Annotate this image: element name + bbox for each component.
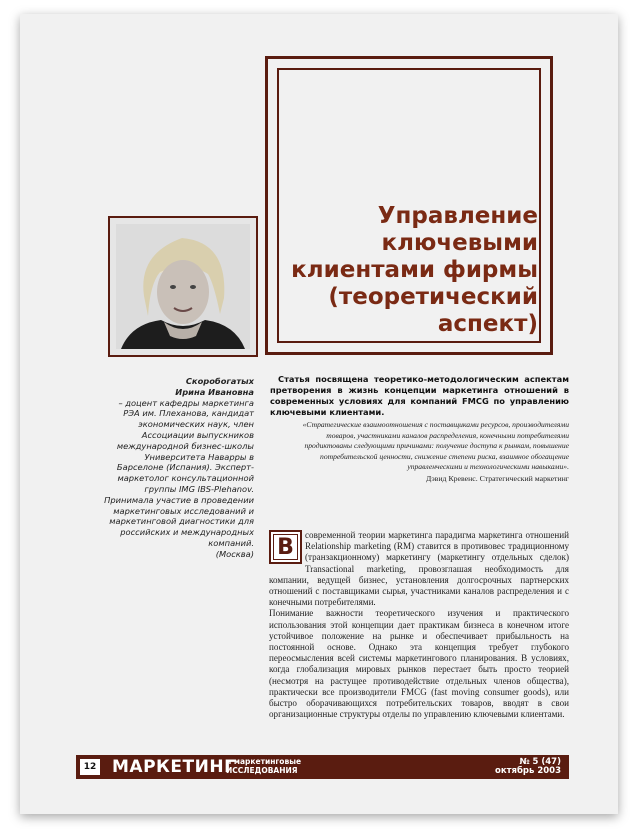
article-body: [269, 530, 569, 720]
dropcap-box: [269, 530, 302, 564]
author-bio: – доцент кафедры маркетинга РЭА им. Плеханова, кандидат экономических наук, член Ассоциации выпускников международной бизнес-школы Университета Наварры в Барселоне (Испания). Эксперт-маркетолог консультационной группы IMG IBS-Plehanov. Принимала участие в проведении маркетинговых исследований и маркетинговой диагностики для российских и международных компаний.: [104, 397, 254, 548]
issue-date: октябрь 2003: [494, 766, 561, 776]
author-city: (Москва): [215, 548, 254, 559]
article-lead: Статья посвящена теоретико-методологическим аспектам претворения в жизнь концепции маркетинга отношений в современных условиях для компаний FMCG по управлению ключевыми клиентами.: [270, 374, 569, 417]
issue-number: № 5 (47): [519, 757, 561, 767]
body-paragraph-2: Понимание важности теоретического изучения и практического использования этой концепции дает практикам бизнеса в конечном итоге устойчивое положение на рынке и обеспечивает прибыльность на постоянной основе. Однако эта концепция требует глубокого переосмысления всей системы маркетингового планирования. В условиях, когда глобализация мировых рынков перестает быть просто теорией (несмотря на растущее противодействие отдельных членов общества), практически все производители FMCG (fast moving consumer goods), или быстро оборачивающихся потребительских товаров, вводят в свои организационные структуры отделы по управлению ключевыми клиентами.: [269, 608, 569, 720]
author-portrait-image: [116, 224, 250, 349]
article-title: Управление ключевыми клиентами фирмы (теоретический аспект): [291, 203, 538, 337]
issue-info: [495, 758, 561, 776]
magazine-brand: МАРКЕТИНГ: [112, 757, 236, 777]
author-photo: [116, 224, 250, 349]
page-footer: [76, 755, 569, 779]
author-info: [104, 376, 254, 560]
dropcap-letter: В: [273, 534, 298, 560]
magazine-page: [20, 14, 618, 814]
epigraph-source: Дэвид Кревенс. Стратегический маркетинг: [426, 474, 569, 483]
magazine-brand-subtitle: и маркетинговые ИССЛЕДОВАНИЯ: [226, 757, 302, 775]
page-number: 12: [79, 758, 101, 776]
author-given-name: Ирина Ивановна: [175, 386, 254, 397]
epigraph-text: «Стратегические взаимоотношения с поставщиками ресурсов, производителями товаров, участниками каналов распределения, конечными потребителями продиктованы следующими причинами: получение доступа к рынкам, повышение потребительской ценности, снижение степени риска, взаимное обогащение управленческими и технологическими навыками».: [302, 420, 569, 471]
author-photo-frame: [108, 216, 258, 357]
body-paragraph-1: современной теории маркетинга парадигма маркетинга отношений Relationship marketing (RM) ставится в противовес традиционному (транзакционному) маркетингу (маркетингу отдельных сделок) Transactional marketing, провозглашая необходимость для компании, ведущей бизнес, установления долгосрочных партнерских отношений с поставщиками сырья, участниками каналов распределения и с конечными потребителями.: [269, 530, 569, 608]
author-surname: Скоробогатых: [185, 376, 254, 386]
title-frame: [265, 56, 553, 355]
